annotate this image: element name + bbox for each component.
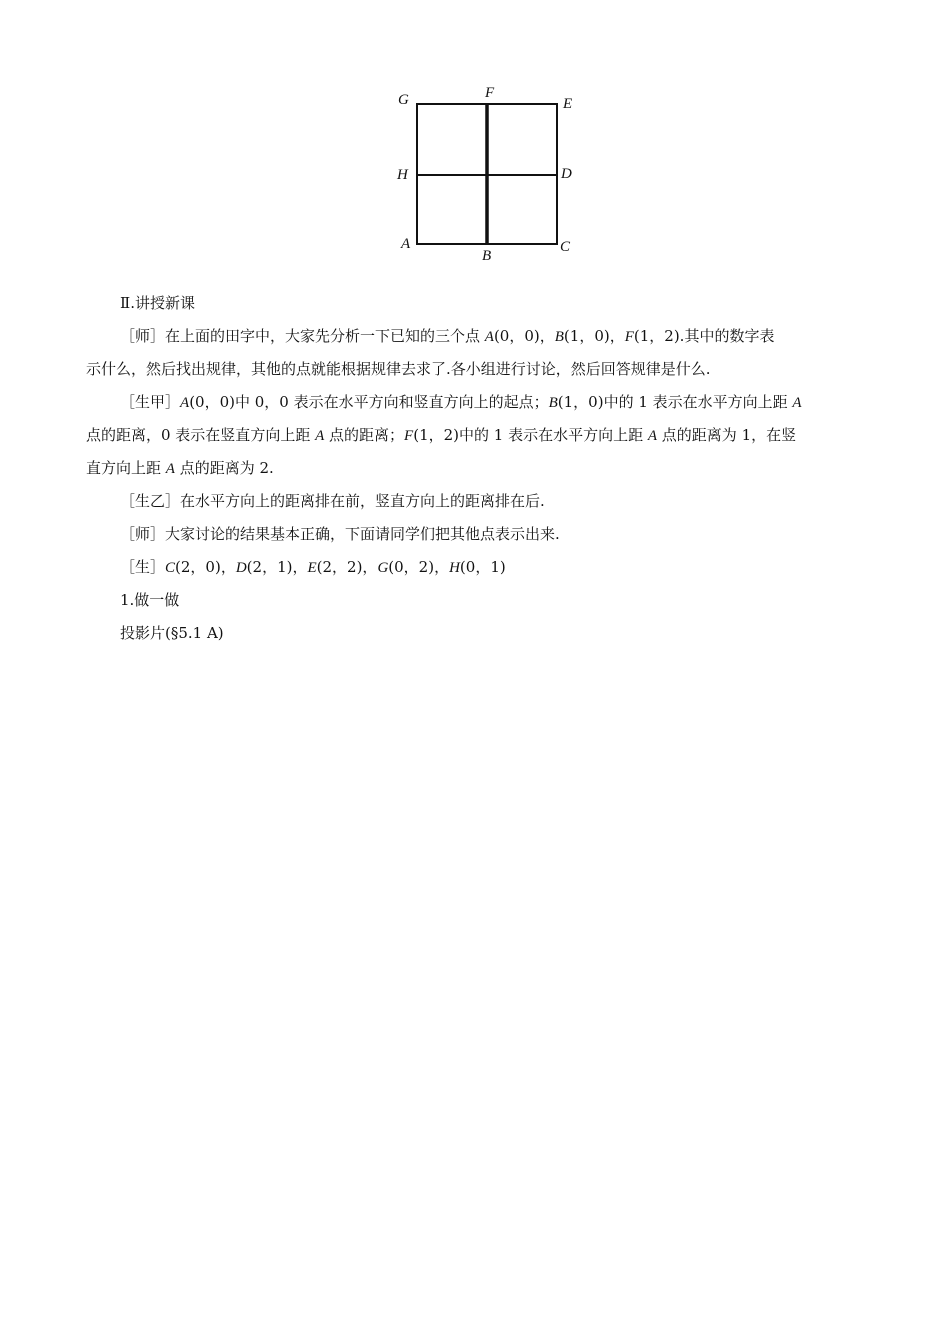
point-label-c: C: [560, 239, 571, 255]
grid-figure: [390, 84, 590, 268]
point-label-b: B: [482, 248, 492, 264]
student-a-answer-line2: 点的距离，0 表示在竖直方向上距 A 点的距离；F(1，2)中的 1 表示在水平方向上距 A 点的距离为 1，在竖: [86, 426, 797, 444]
teacher-question-line2: 示什么，然后找出规律，其他的点就能根据规律去求了.各小组进行讨论，然后回答规律是什么.: [86, 360, 711, 378]
point-label-h: H: [397, 167, 408, 183]
point-label-d: D: [561, 166, 572, 182]
projection-reference: 投影片(§5.1 A): [120, 624, 224, 642]
point-label-f: F: [485, 85, 495, 101]
teacher-question-line1: ［师］在上面的田字中，大家先分析一下已知的三个点 A(0，0)，B(1，0)，F(1，2).其中的数字表: [120, 327, 775, 345]
teacher-comment: ［师］大家讨论的结果基本正确，下面请同学们把其他点表示出来.: [120, 525, 560, 543]
point-label-a: A: [401, 236, 411, 252]
student-answer-points: ［生］C(2，0)，D(2，1)，E(2，2)，G(0，2)，H(0，1): [120, 558, 506, 576]
student-a-answer-line3: 直方向上距 A 点的距离为 2.: [86, 459, 274, 477]
student-b-answer: ［生乙］在水平方向上的距离排在前，竖直方向上的距离排在后.: [120, 492, 545, 510]
exercise-item-title: 1.做一做: [120, 591, 180, 609]
point-label-e: E: [563, 96, 573, 112]
student-a-answer-line1: ［生甲］A(0，0)中 0，0 表示在水平方向和竖直方向上的起点；B(1，0)中的 1 表示在水平方向上距 A: [120, 393, 802, 411]
section-heading: Ⅱ.讲授新课: [120, 294, 195, 312]
point-label-g: G: [398, 92, 409, 108]
lesson-text: [86, 287, 866, 650]
